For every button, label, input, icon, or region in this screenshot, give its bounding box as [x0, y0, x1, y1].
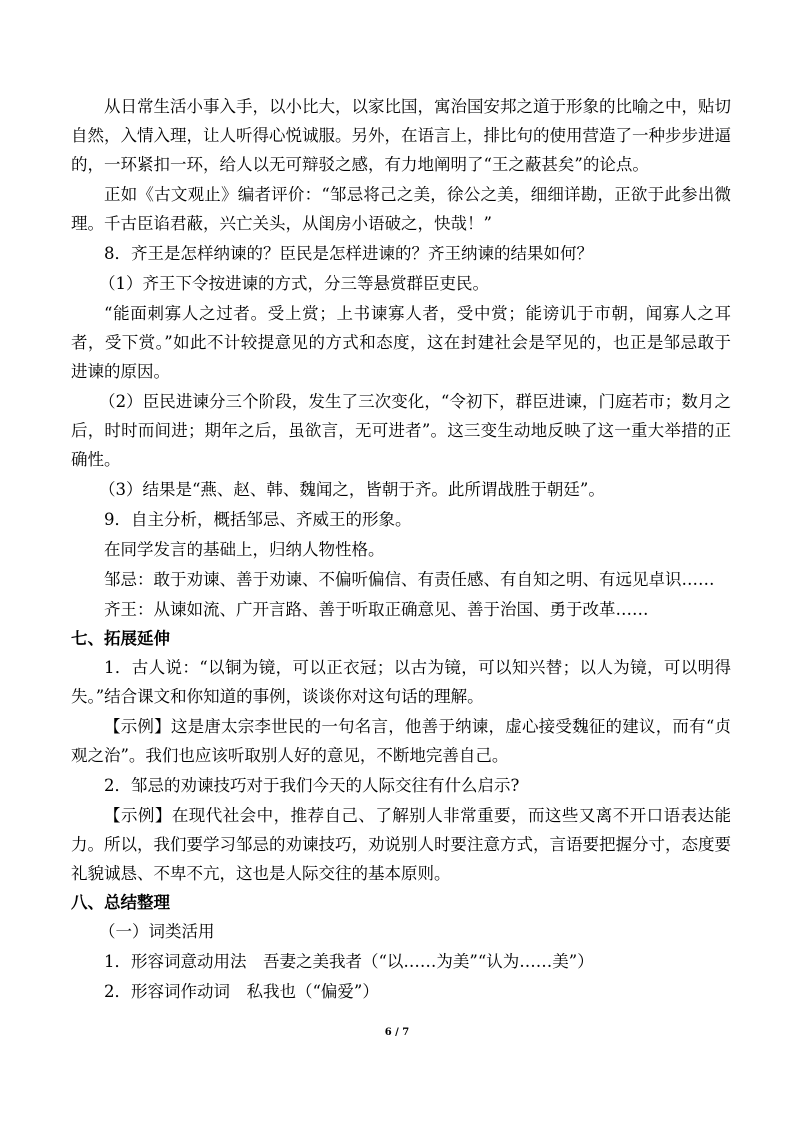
- paragraph: 在同学发言的基础上，归纳人物性格。: [104, 540, 385, 559]
- list-item: 2．形容词作动词 私我也（“偏爱”）: [104, 982, 379, 1001]
- paragraph: 从日常生活小事入手，以小比大，以家比国，寓治国安邦之道于形象的比喻之中，贴切自然，入情入理，让人听得心悦诚服。另外，在语言上，排比句的使用营造了一种步步进逼的，一环紧扣一环，给人以无可辩驳之感，有力地阐明了“王之蔽甚矣”的论点。: [71, 97, 731, 174]
- question: 2．邹忌的劝谏技巧对于我们今天的人际交往有什么启示?: [104, 776, 520, 795]
- paragraph: “能面刺寡人之过者。受上赏；上书谏寡人者，受中赏；能谤讥于市朝，闻寡人之耳者，受下赏。”如此不计较提意见的方式和态度，这在封建社会是罕见的，也正是邹忌敢于进谏的原因。: [71, 304, 731, 381]
- answer-item: （2）臣民进谏分三个阶段，发生了三次变化，“令初下，群臣进谏，门庭若市；数月之后，时时而间进；期年之后，虽欲言，无可进者”。这三变生动地反映了这一重大举措的正确性。: [71, 392, 731, 469]
- character-trait: 邹忌：敢于劝谏、善于劝谏、不偏听偏信、有责任感、有自知之明、有远见卓识……: [104, 570, 715, 589]
- page-number: 6 / 7: [384, 1027, 410, 1038]
- character-trait: 齐王：从谏如流、广开言路、善于听取正确意见、善于治国、勇于改革……: [104, 600, 649, 619]
- question-8: 8．齐王是怎样纳谏的？臣民是怎样进谏的？齐王纳谏的结果如何？: [104, 244, 593, 263]
- list-item: 1．形容词意动用法 吾妻之美我者（“以……为美”“认为……美”）: [104, 952, 594, 971]
- section-heading: 七、拓展延伸: [71, 629, 170, 648]
- answer-item: （1）齐王下令按进谏的方式，分三等悬赏群臣吏民。: [99, 274, 489, 293]
- question-9: 9．自主分析，概括邹忌、齐威王的形象。: [104, 510, 412, 529]
- subheading: （一）词类活用: [99, 922, 215, 941]
- section-heading: 八、总结整理: [71, 893, 170, 912]
- example-answer: 【示例】这是唐太宗李世民的一句名言，他善于纳谏，虚心接受魏征的建议，而有“贞观之治”。我们也应该听取别人好的意见，不断地完善自己。: [71, 717, 731, 765]
- answer-item: （3）结果是“燕、赵、韩、魏闻之，皆朝于齐。此所谓战胜于朝廷”。: [99, 480, 605, 499]
- document-body: [71, 92, 731, 1006]
- question: 1．古人说：“以铜为镜，可以正衣冠；以古为镜，可以知兴替；以人为镜，可以明得失。”结合课文和你知道的事例，谈谈你对这句话的理解。: [71, 658, 731, 706]
- paragraph: 正如《古文观止》编者评价：“邹忌将己之美，徐公之美，细细详勘，正欲于此参出微理。千古臣谄君蔽，兴亡关头，从闺房小语破之，快哉！”: [71, 185, 731, 233]
- example-answer: 【示例】在现代社会中，推荐自己、了解别人非常重要，而这些又离不开口语表达能力。所以，我们要学习邹忌的劝谏技巧，劝说别人时要注意方式，言语要把握分寸，态度要礼貌诚恳、不卑不亢，这也是人际交往的基本原则。: [71, 806, 731, 883]
